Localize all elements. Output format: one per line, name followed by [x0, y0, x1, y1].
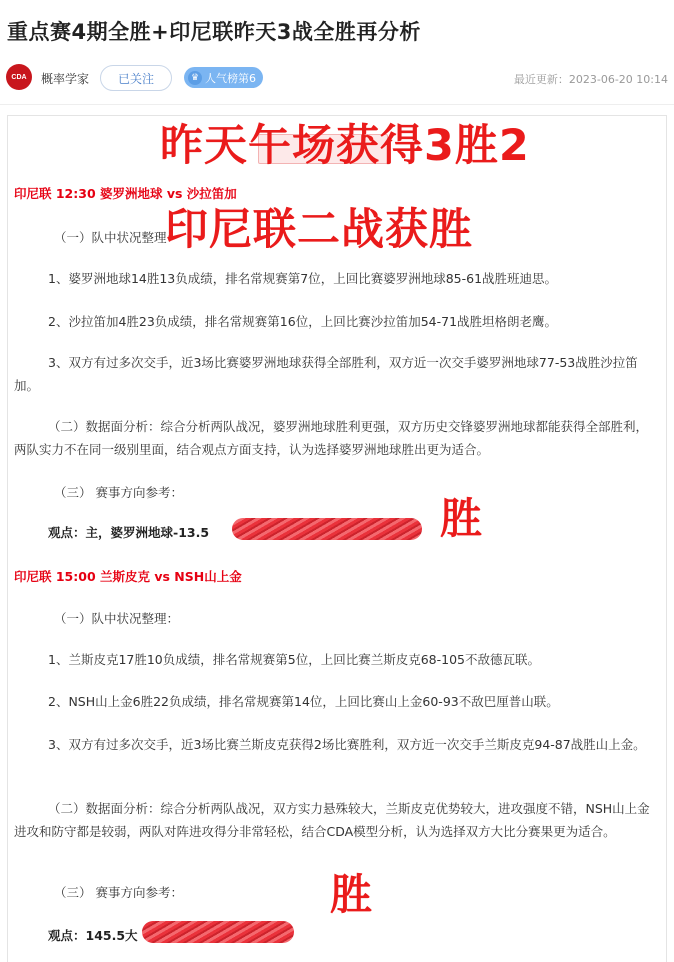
paragraph: 2、NSH山上金6胜22负成绩，排名常规赛第14位，上回比赛山上金60-93不敌巴厘普山联。 — [48, 694, 559, 709]
paragraph: （二）数据面分析：综合分析两队战况，双方实力悬殊较大，兰斯皮克优势较大，进攻强度不错，NSH山上金进攻和防守都是较弱，两队对阵进攻得分非常轻松，结合CDA模型分析，认为选择双方大比分赛果更为适合。 — [14, 801, 650, 839]
viewpoint: 观点：145.5大 — [48, 928, 138, 943]
paragraph: 1、兰斯皮克17胜10负成绩，排名常规赛第5位，上回比赛兰斯皮克68-105不敌德瓦联。 — [48, 652, 540, 667]
overlay-caption: 昨天午场获得3胜2 — [160, 121, 530, 171]
win-mark: 胜 — [330, 870, 374, 919]
viewpoint: 观点：主，婆罗洲地球-13.5 — [48, 525, 210, 540]
popularity-badge[interactable] — [184, 67, 263, 88]
last-update: 最近更新：2023-06-20 10:14 — [513, 73, 668, 86]
section-title: （一）队中状况整理： — [54, 611, 180, 626]
redaction-scribble — [232, 518, 422, 540]
author-name[interactable]: 概率学家 — [41, 72, 90, 86]
paragraph: 3、双方有过多次交手，近3场比赛婆罗洲地球获得全部胜利，双方近一次交手婆罗洲地球77-53战胜沙拉笛加。 — [14, 355, 638, 393]
paragraph: 1、婆罗洲地球14胜13负成绩，排名常规赛第7位，上回比赛婆罗洲地球85-61战胜班迪思。 — [48, 271, 558, 286]
paragraph: （二）数据面分析：综合分析两队战况，婆罗洲地球胜利更强，双方历史交锋婆罗洲地球都能获得全部胜利，两队实力不在同一级别里面，结合观点方面支持，认为选择婆罗洲地球胜出更为适合。 — [14, 419, 649, 457]
section-title: （三） 赛事方向参考： — [54, 885, 183, 900]
avatar[interactable]: CDA — [6, 64, 32, 90]
match-heading: 印尼联 15:00 兰斯皮克 vs NSH山上金 — [14, 569, 242, 584]
match-heading: 印尼联 12:30 婆罗洲地球 vs 沙拉笛加 — [14, 186, 237, 201]
badge-label: 人气榜第6 — [205, 71, 256, 85]
article-title: 重点赛4期全胜+印尼联昨天3战全胜再分析 — [7, 20, 421, 44]
author-bar — [6, 64, 668, 94]
section-title: （一）队中状况整理： — [54, 230, 180, 245]
follow-button[interactable]: 已关注 — [100, 65, 172, 91]
paragraph: 3、双方有过多次交手，近3场比赛兰斯皮克获得2场比赛胜利，双方近一次交手兰斯皮克94-87战胜山上金。 — [48, 737, 646, 752]
overlay-caption: 印尼联二战获胜 — [165, 205, 473, 255]
section-title: （三） 赛事方向参考： — [54, 485, 183, 500]
paragraph: 2、沙拉笛加4胜23负成绩，排名常规赛第16位，上回比赛沙拉笛加54-71战胜坦格朗老鹰。 — [48, 314, 558, 329]
crown-icon: ♛ — [188, 71, 202, 85]
win-mark: 胜 — [440, 494, 484, 543]
divider — [0, 104, 674, 105]
redaction-scribble — [142, 921, 294, 943]
